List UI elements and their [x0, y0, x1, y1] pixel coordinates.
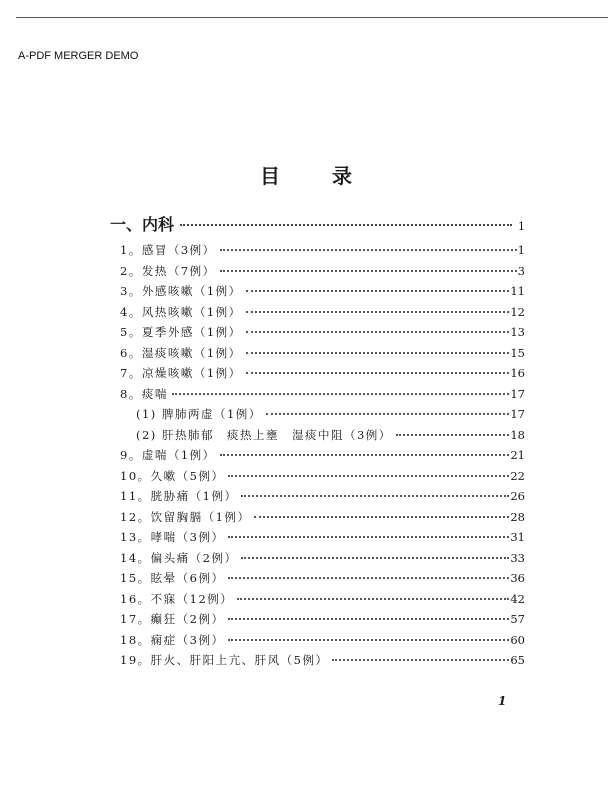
dot-leader: [246, 311, 510, 313]
entry-page: 15: [510, 345, 525, 360]
entry-page: 60: [510, 632, 525, 647]
entry-label: 8。痰喘: [120, 386, 168, 401]
entry-label: 14。偏头痛（2例）: [120, 550, 238, 565]
toc-entry[interactable]: [120, 345, 525, 366]
dot-leader: [237, 598, 509, 600]
toc-subentry[interactable]: [120, 406, 525, 427]
dot-leader: [228, 536, 509, 538]
entry-label: 16。不寐（12例）: [120, 591, 234, 606]
entry-page: 28: [510, 509, 525, 524]
dot-leader: [332, 659, 509, 661]
dot-leader: [220, 249, 517, 251]
entry-label: 11。胱胁痛（1例）: [120, 489, 238, 503]
dot-leader: [172, 393, 510, 395]
page-number: 1: [498, 694, 507, 708]
entry-page: 36: [510, 571, 525, 585]
entry-label: 19。肝火、肝阳上亢、肝风（5例）: [120, 653, 329, 667]
entry-label: 15。眩晕（6例）: [120, 571, 225, 585]
toc-entry[interactable]: [120, 242, 525, 263]
entry-label: 6。湿痰咳嗽（1例）: [120, 345, 242, 360]
entry-page: 26: [510, 489, 525, 503]
entry-page: 13: [510, 325, 525, 339]
dot-leader: [220, 270, 517, 272]
dot-leader: [228, 618, 509, 620]
entry-label: 1。感冒（3例）: [120, 243, 216, 257]
entry-page: 12: [510, 304, 525, 319]
toc-entry[interactable]: [120, 591, 525, 612]
entry-label: 2。发热（7例）: [120, 263, 216, 278]
entry-page: 17: [510, 386, 525, 401]
entry-label: 17。癫狂（2例）: [120, 612, 225, 626]
page-title: [0, 160, 612, 189]
dot-leader: [180, 224, 512, 226]
dot-leader: [228, 639, 509, 641]
entry-label: 13。哮喘（3例）: [120, 530, 225, 544]
dot-leader: [246, 331, 510, 333]
entry-label: 9。虚喘（1例）: [120, 448, 216, 462]
toc-entry[interactable]: [120, 263, 525, 284]
entry-page: 3: [517, 263, 525, 278]
entry-page: 16: [510, 366, 525, 380]
entry-page: 11: [510, 284, 525, 298]
toc-entry[interactable]: [120, 570, 525, 591]
section-page: 1: [518, 220, 525, 233]
dot-leader: [254, 516, 509, 518]
dot-leader: [246, 352, 510, 354]
toc-entry[interactable]: [120, 324, 525, 345]
toc-entry[interactable]: [120, 386, 525, 407]
entry-label: 10。久嗽（5例）: [120, 468, 225, 483]
entry-label: 7。凉燥咳嗽（1例）: [120, 366, 242, 380]
toc-entry[interactable]: [120, 488, 525, 509]
entry-label: (2) 肝热肺郁 痰热上壅 湿痰中阻（3例）: [136, 427, 392, 442]
entry-page: 18: [510, 427, 525, 442]
entry-page: 31: [510, 530, 525, 544]
dot-leader: [228, 577, 509, 579]
dot-leader: [228, 475, 509, 477]
title-char-1: 目: [260, 164, 280, 188]
entry-page: 33: [510, 550, 525, 565]
demo-watermark: A-PDF MERGER DEMO: [18, 50, 139, 62]
dot-leader: [396, 434, 510, 436]
toc-subentry[interactable]: [120, 427, 525, 448]
entry-page: 22: [510, 468, 525, 483]
toc-section[interactable]: [110, 212, 525, 235]
toc-entry[interactable]: [120, 611, 525, 632]
entry-page: 17: [510, 407, 525, 421]
entry-label: 18。痫症（3例）: [120, 632, 225, 647]
title-char-2: 录: [332, 164, 352, 188]
entry-label: (1) 脾肺两虚（1例）: [136, 407, 262, 421]
toc-entry[interactable]: [120, 304, 525, 325]
dot-leader: [220, 454, 510, 456]
dot-leader: [246, 290, 510, 292]
dot-leader: [266, 413, 510, 415]
top-rule: [16, 17, 608, 18]
dot-leader: [241, 557, 509, 559]
toc-entry[interactable]: [120, 550, 525, 571]
entry-label: 5。夏季外感（1例）: [120, 325, 242, 339]
toc-entry[interactable]: [120, 447, 525, 468]
entry-page: 1: [517, 243, 525, 257]
entry-label: 12。饮留胸膈（1例）: [120, 509, 251, 524]
toc-entry[interactable]: [120, 632, 525, 653]
toc-entry[interactable]: [120, 365, 525, 386]
toc-list: [120, 242, 525, 673]
entry-page: 57: [510, 612, 525, 626]
dot-leader: [241, 495, 509, 497]
entry-page: 42: [510, 591, 525, 606]
toc-entry[interactable]: [120, 652, 525, 673]
entry-page: 65: [510, 653, 525, 667]
entry-label: 3。外感咳嗽（1例）: [120, 284, 242, 298]
toc-entry[interactable]: [120, 529, 525, 550]
entry-page: 21: [510, 448, 525, 462]
dot-leader: [246, 372, 510, 374]
toc-entry[interactable]: [120, 283, 525, 304]
section-label: 一、内科: [110, 215, 175, 234]
toc-entry[interactable]: [120, 509, 525, 530]
entry-label: 4。风热咳嗽（1例）: [120, 304, 242, 319]
toc-entry[interactable]: [120, 468, 525, 489]
